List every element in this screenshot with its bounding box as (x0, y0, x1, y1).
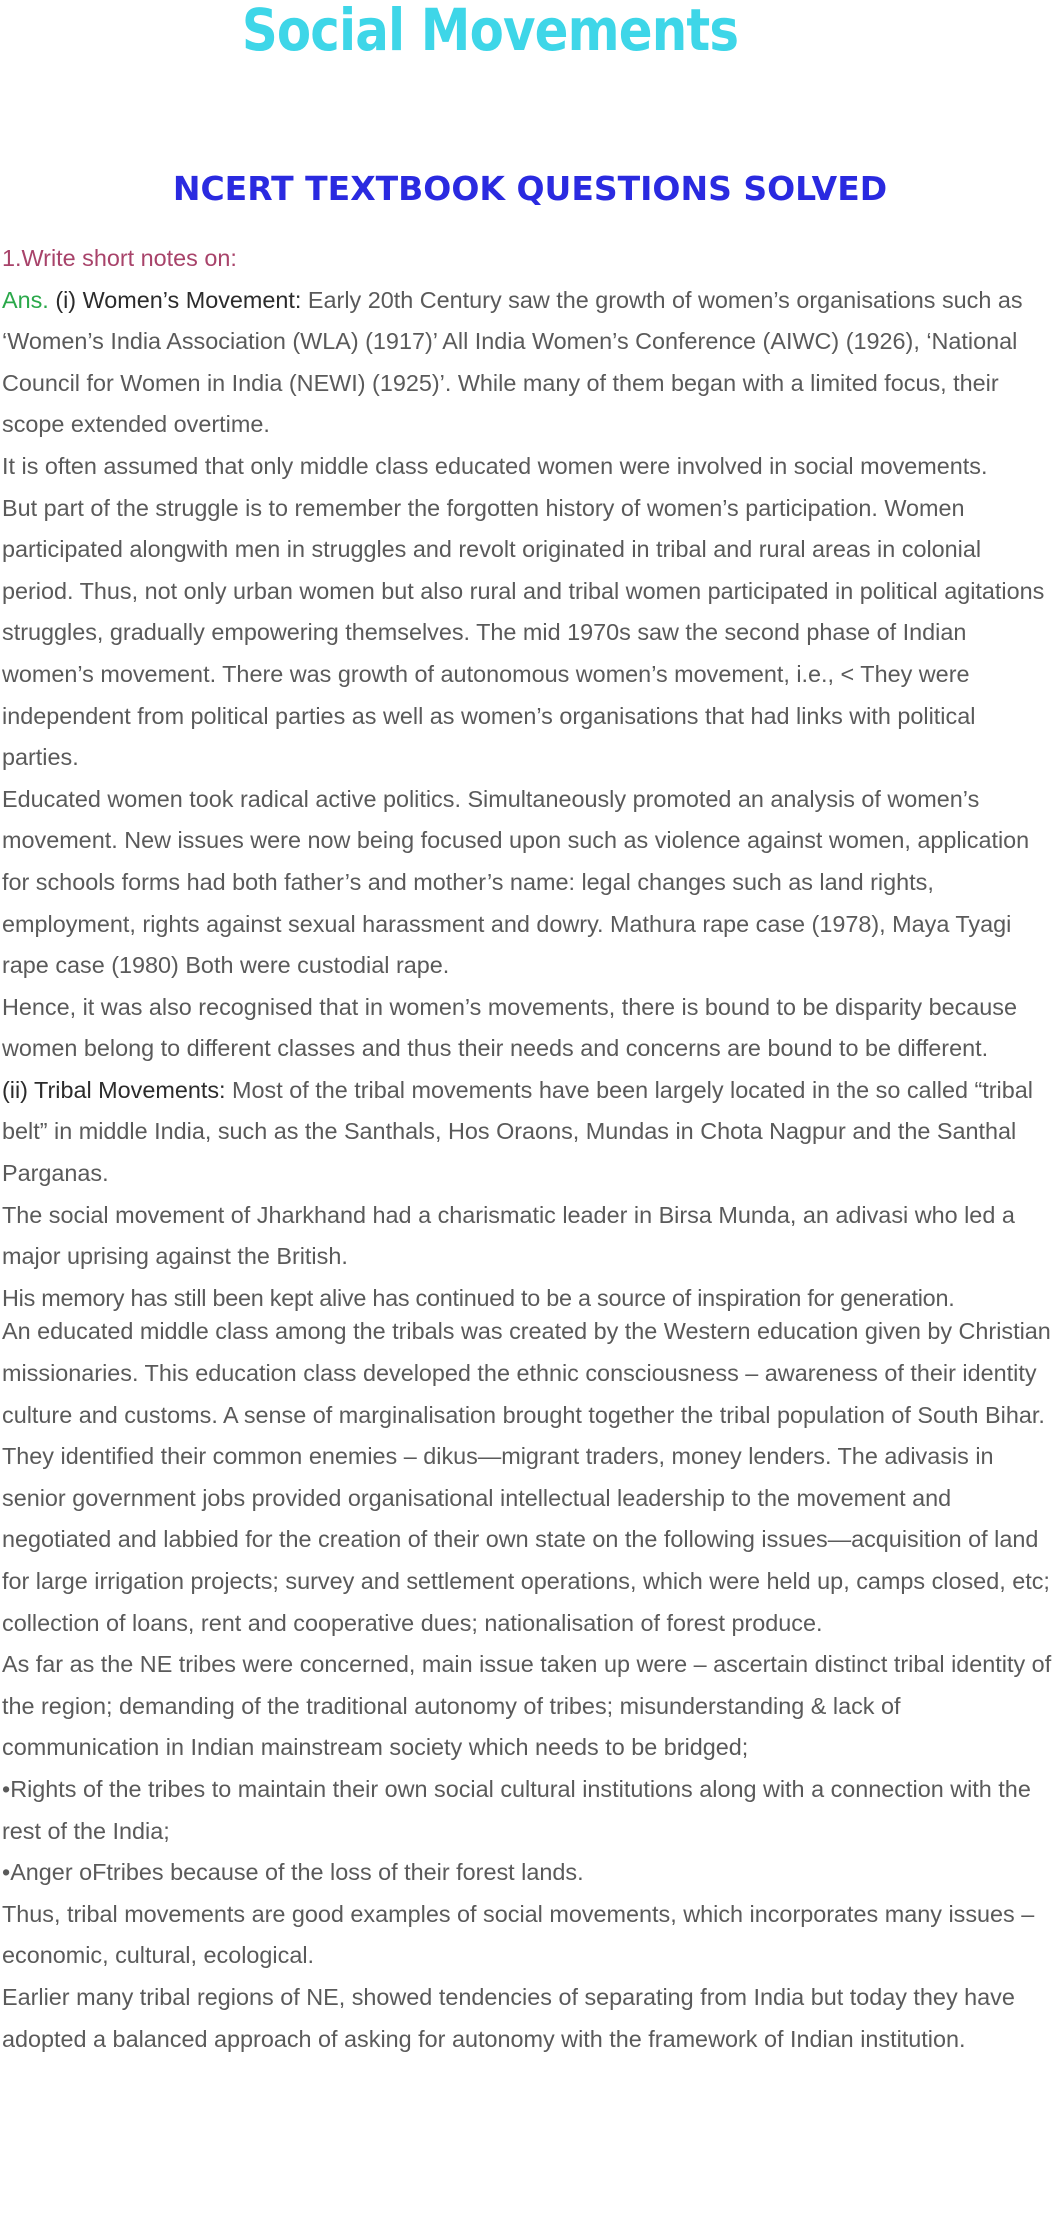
tribal-movements-heading: (ii) Tribal Movements: (2, 1076, 226, 1103)
tribal-movements-paragraph (2, 1070, 1052, 1195)
tribal-bullet-1: •Rights of the tribes to maintain their own social cultural institutions along with a connection with the rest of the India; (2, 1775, 1031, 1844)
tribal-bullet-2: •Anger oFtribes because of the loss of their forest lands. (2, 1859, 584, 1886)
tribal-paragraph-5: As far as the NE tribes were concerned, main issue taken up were – ascertain distinct tribal identity of the region; demanding of the traditional autonomy of tribes; misunderstanding & lack of communication in Indian mainstream society which needs to be bridged; (2, 1651, 1052, 1761)
tribal-paragraph-9: Earlier many tribal regions of NE, showed tendencies of separating from India but today they have adopted a balanced approach of asking for autonomy with the framework of Indian institution. (2, 1983, 1015, 2052)
answer-label: Ans. (2, 286, 49, 313)
womens-paragraph-2: It is often assumed that only middle class educated women were involved in social movements. (2, 452, 988, 479)
question-prompt: 1.Write short notes on: (2, 245, 237, 271)
article-body (2, 238, 1052, 2060)
tribal-paragraph-3: His memory has still been kept alive has continued to be a source of inspiration for generation. (2, 1284, 955, 1311)
tribal-paragraph-2: The social movement of Jharkhand had a charismatic leader in Birsa Munda, an adivasi who led a major uprising against the British. (2, 1201, 1015, 1270)
tribal-paragraph-8: Thus, tribal movements are good examples of social movements, which incorporates many issues – economic, cultural, ecological. (2, 1900, 1035, 1969)
section-heading: NCERT TEXTBOOK QUESTIONS SOLVED (172, 169, 888, 208)
tribal-movements-intro: Most of the tribal movements have been largely located in the so called “tribal belt” in middle India, such as the Santhals, Hos Oraons, Mundas in Chota Nagpur and the Santhal Parganas. (2, 1076, 1033, 1187)
womens-paragraph-5: Hence, it was also recognised that in women’s movements, there is bound to be disparity because women belong to different classes and thus their needs and concerns are bound to be different. (2, 993, 1018, 1062)
womens-movement-paragraph (2, 280, 1052, 446)
womens-movement-heading: (i) Women’s Movement: (55, 286, 302, 313)
womens-paragraph-4: Educated women took radical active politics. Simultaneously promoted an analysis of women’s movement. New issues were now being focused upon such as violence against women, application for schools forms had both father’s and mother’s name: legal changes such as land rights, employment, rights against sexual harassment and dowry. Mathura rape case (1978), Maya Tyagi rape case (1980) Both were custodial rape. (2, 785, 1030, 979)
womens-paragraph-3: But part of the struggle is to remember the forgotten history of women’s participation. Women participated alongwith men in struggles and revolt originated in tribal and rural areas in colonial period. Thus, not only urban women but also rural and tribal women participated in political agitations struggles, gradually empowering themselves. The mid 1970s saw the second phase of Indian women’s movement. There was growth of autonomous women’s movement, i.e., < They were independent from political parties as well as women’s organisations that had links with political parties. (2, 494, 1045, 771)
page-title: Social Movements (241, 0, 739, 64)
tribal-paragraph-4: An educated middle class among the tribals was created by the Western education given by Christian missionaries. This education class developed the ethnic consciousness – awareness of their identity culture and customs. A sense of marginalisation brought together the tribal population of South Bihar. They identified their common enemies – dikus—migrant traders, money lenders. The adivasis in senior government jobs provided organisational intellectual leadership to the movement and negotiated and labbied for the creation of their own state on the following issues—acquisition of land for large irrigation projects; survey and settlement operations, which were held up, camps closed, etc; collection of loans, rent and cooperative dues; nationalisation of forest produce. (2, 1318, 1051, 1636)
womens-movement-intro: Early 20th Century saw the growth of women’s organisations such as ‘Women’s India Association (WLA) (1917)’ All India Women’s Conference (AIWC) (1926), ‘National Council for Women in India (NEWI) (1925)’. While many of them began with a limited focus, their scope extended overtime. (2, 286, 1023, 438)
